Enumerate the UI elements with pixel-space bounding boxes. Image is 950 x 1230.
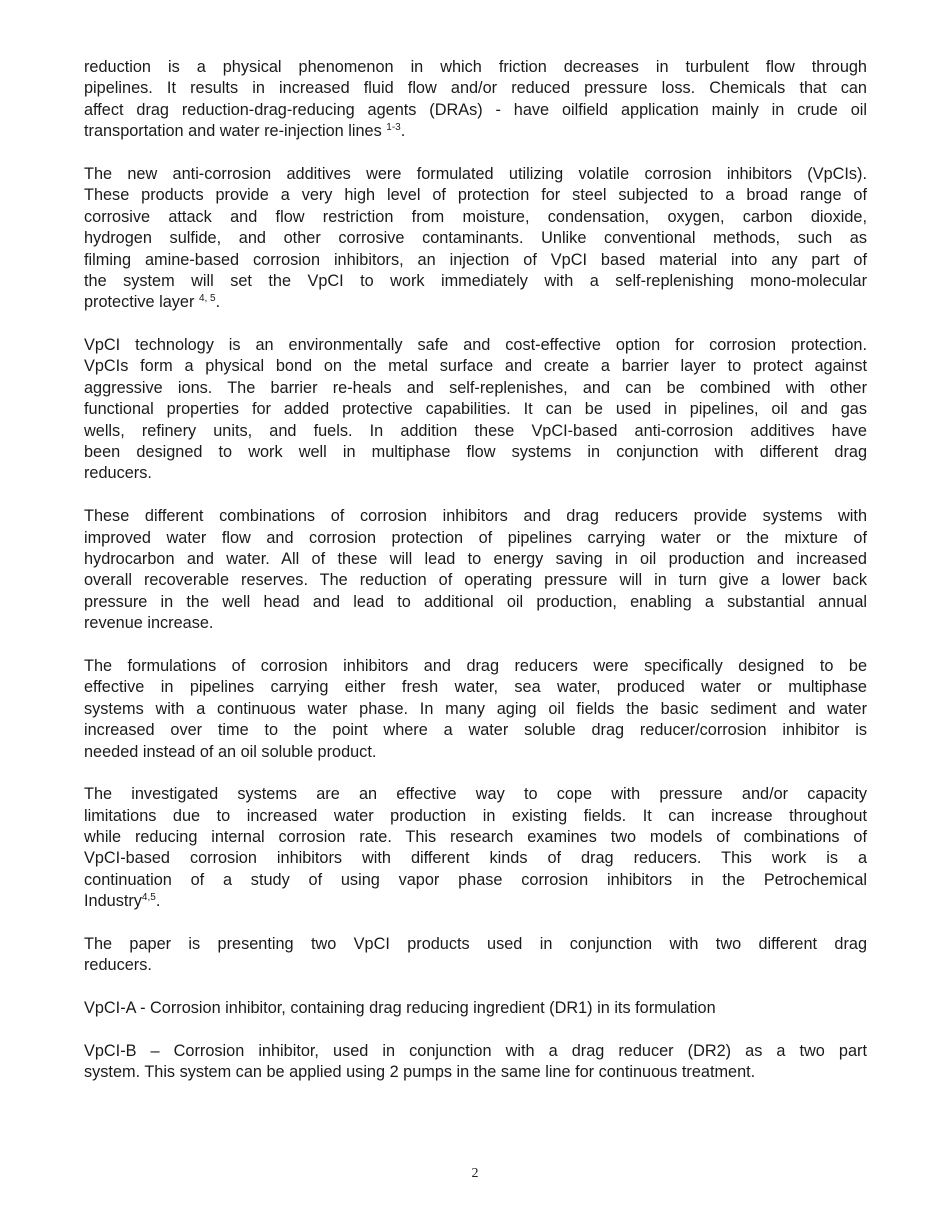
paragraph <box>84 784 867 912</box>
text-line <box>84 1041 867 1062</box>
line-text: affect drag reduction-drag-reducing agents (DRAs) - have oilfield application mainly in crude oil <box>84 100 867 119</box>
text-line <box>84 356 867 377</box>
line-text: been designed to work well in multiphase flow systems in conjunction with different drag <box>84 443 867 462</box>
line-text: while reducing internal corrosion rate. This research examines two models of combinations of <box>84 828 867 847</box>
text-line <box>84 934 867 955</box>
paragraph <box>84 335 867 485</box>
citation-superscript: 1-3 <box>386 122 401 134</box>
line-text: pipelines. It results in increased fluid flow and/or reduced pressure loss. Chemicals that can <box>84 79 867 98</box>
paragraph <box>84 998 867 1019</box>
text-line <box>84 185 867 206</box>
line-text: effective in pipelines carrying either fresh water, sea water, produced water or multiphase <box>84 678 867 697</box>
text-line <box>84 250 867 271</box>
line-text: systems with a continuous water phase. In many aging oil fields the basic sediment and water <box>84 699 867 718</box>
page-number: 2 <box>471 1166 479 1181</box>
text-line <box>84 528 867 549</box>
text-line <box>84 592 867 613</box>
text-line <box>84 100 867 121</box>
text-line <box>84 335 867 356</box>
text-line <box>84 463 867 484</box>
paragraph <box>84 57 867 143</box>
line-text: functional properties for added protective capabilities. It can be used in pipelines, oil and gas <box>84 400 867 419</box>
line-text: transportation and water re-injection lines <box>84 122 387 141</box>
line-punctuation: . <box>215 293 221 312</box>
line-text: the system will set the VpCI to work immediately with a self-replenishing mono-molecular <box>84 271 867 290</box>
line-text: wells, refinery units, and fuels. In addition these VpCI-based anti-corrosion additives have <box>84 421 867 440</box>
paragraph <box>84 934 867 977</box>
text-line <box>84 891 867 912</box>
text-line <box>84 442 867 463</box>
line-text: continuation of a study of using vapor phase corrosion inhibitors in the Petrochemical <box>84 870 867 889</box>
line-text: protective layer <box>84 293 199 312</box>
paragraph <box>84 656 867 763</box>
line-text: aggressive ions. The barrier re-heals and self-replenishes, and can be combined with other <box>84 378 867 397</box>
text-line <box>84 998 867 1019</box>
line-text: needed instead of an oil soluble product. <box>84 742 377 761</box>
line-text: revenue increase. <box>84 614 214 633</box>
text-line <box>84 421 867 442</box>
text-line <box>84 506 867 527</box>
text-line <box>84 78 867 99</box>
line-text: Industry <box>84 892 142 911</box>
line-text: VpCI-A - Corrosion inhibitor, containing drag reducing ingredient (DR1) in its formulation <box>84 999 716 1018</box>
text-line <box>84 378 867 399</box>
line-text: reduction is a physical phenomenon in which friction decreases in turbulent flow through <box>84 58 867 76</box>
line-text: VpCIs form a physical bond on the metal surface and create a barrier layer to protect against <box>84 357 867 376</box>
text-line <box>84 656 867 677</box>
text-line <box>84 399 867 420</box>
line-text: hydrogen sulfide, and other corrosive contaminants. Unlike conventional methods, such as <box>84 229 867 248</box>
text-line <box>84 207 867 228</box>
line-punctuation: . <box>400 122 406 141</box>
paragraph <box>84 506 867 634</box>
line-text: increased over time to the point where a water soluble drag reducer/corrosion inhibitor is <box>84 721 867 740</box>
line-text: The formulations of corrosion inhibitors and drag reducers were specifically designed to be <box>84 656 867 675</box>
text-line <box>84 742 867 763</box>
paragraph <box>84 1041 867 1084</box>
text-line <box>84 271 867 292</box>
text-line <box>84 870 867 891</box>
line-text: These products provide a very high level of protection for steel subjected to a broad range of <box>84 186 867 205</box>
line-text: limitations due to increased water production in existing fields. It can increase throughout <box>84 806 867 825</box>
text-line <box>84 1062 867 1083</box>
text-line <box>84 292 867 313</box>
line-text: corrosive attack and flow restriction from moisture, condensation, oxygen, carbon dioxide, <box>84 207 867 226</box>
text-line <box>84 121 867 142</box>
text-line <box>84 699 867 720</box>
line-text: VpCI technology is an environmentally safe and cost-effective option for corrosion protection. <box>84 336 867 355</box>
line-text: pressure in the well head and lead to additional oil production, enabling a substantial annual <box>84 592 867 611</box>
line-text: reducers. <box>84 956 152 975</box>
line-text: overall recoverable reserves. The reduction of operating pressure will in turn give a lower back <box>84 571 867 590</box>
line-text: reducers. <box>84 464 152 483</box>
paragraph <box>84 164 867 314</box>
text-line <box>84 677 867 698</box>
document-body <box>84 57 867 1105</box>
text-line <box>84 570 867 591</box>
citation-superscript: 4, 5 <box>198 293 216 305</box>
citation-superscript: 4,5 <box>141 892 156 904</box>
text-line <box>84 613 867 634</box>
text-line <box>84 228 867 249</box>
line-text: VpCI-B – Corrosion inhibitor, used in conjunction with a drag reducer (DR2) as a two part <box>84 1041 867 1060</box>
text-line <box>84 806 867 827</box>
text-line <box>84 827 867 848</box>
text-line <box>84 848 867 869</box>
line-text: filming amine-based corrosion inhibitors, an injection of VpCI based material into any part of <box>84 250 867 269</box>
line-text: system. This system can be applied using 2 pumps in the same line for continuous treatment. <box>84 1063 756 1082</box>
text-line <box>84 164 867 185</box>
text-line <box>84 955 867 976</box>
line-punctuation: . <box>155 892 161 911</box>
text-line <box>84 784 867 805</box>
line-text: The paper is presenting two VpCI products used in conjunction with two different drag <box>84 935 867 954</box>
line-text: hydrocarbon and water. All of these will lead to energy saving in oil production and increased <box>84 549 867 568</box>
line-text: The new anti-corrosion additives were formulated utilizing volatile corrosion inhibitors (VpCIs). <box>84 164 867 183</box>
line-text: VpCI-based corrosion inhibitors with different kinds of drag reducers. This work is a <box>84 849 867 868</box>
text-line <box>84 720 867 741</box>
text-line <box>84 549 867 570</box>
text-line <box>84 57 867 78</box>
line-text: The investigated systems are an effective way to cope with pressure and/or capacity <box>84 785 867 804</box>
line-text: improved water flow and corrosion protection of pipelines carrying water or the mixture of <box>84 528 867 547</box>
line-text: These different combinations of corrosion inhibitors and drag reducers provide systems with <box>84 507 867 526</box>
